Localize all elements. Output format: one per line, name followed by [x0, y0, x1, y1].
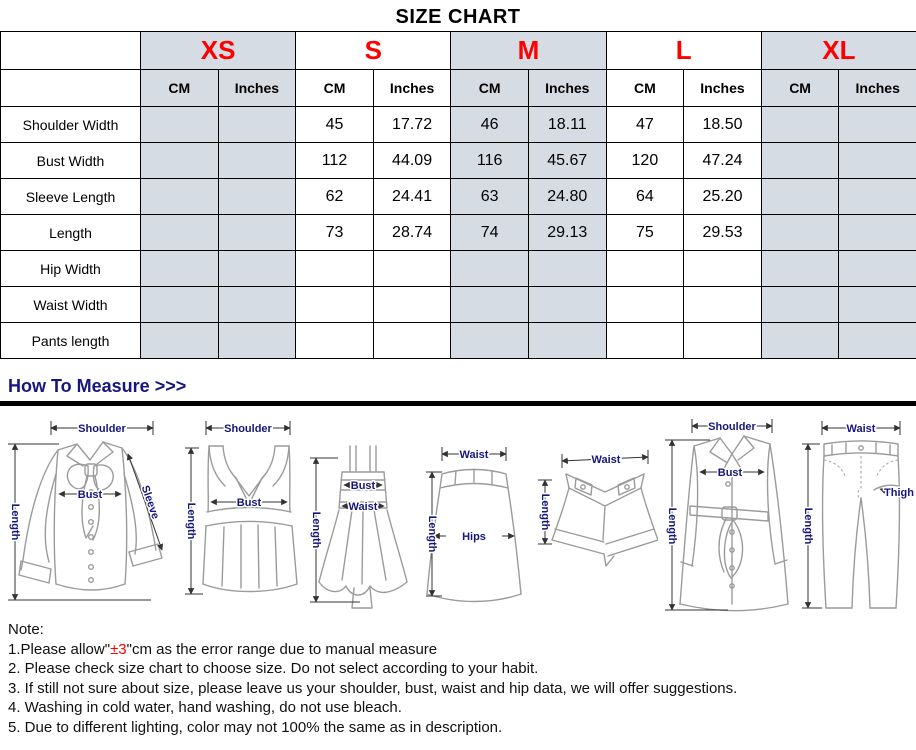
- cell: [606, 323, 684, 359]
- how-to-measure-heading: How To Measure >>>: [8, 376, 187, 396]
- cell: [528, 251, 606, 287]
- cell: [684, 251, 762, 287]
- cell: 24.41: [373, 179, 451, 215]
- cell: [141, 251, 219, 287]
- blouse-drawing: [19, 442, 162, 590]
- cell: [141, 323, 219, 359]
- blouse-length-label: Length: [9, 503, 21, 541]
- size-header-m: M: [451, 32, 606, 70]
- coat-drawing: [680, 436, 788, 611]
- unit-cell: Inches: [373, 70, 451, 107]
- skirt-hips-label: Hips: [462, 531, 486, 543]
- cell: [218, 179, 296, 215]
- pants-thigh-label: Thigh: [884, 487, 914, 499]
- note-1-text: 1.Please allow": [8, 640, 111, 658]
- row-label: Pants length: [1, 323, 141, 359]
- corner-cell: [1, 70, 141, 107]
- cell: 47.24: [684, 143, 762, 179]
- cell: [839, 215, 916, 251]
- pants-figure: [796, 414, 914, 614]
- unit-cell: Inches: [528, 70, 606, 107]
- row-label: Hip Width: [1, 251, 141, 287]
- cell: [839, 107, 916, 143]
- unit-cell: CM: [606, 70, 684, 107]
- cell: 73: [296, 215, 374, 251]
- size-header-s: S: [296, 32, 451, 70]
- row-label: Shoulder Width: [1, 107, 141, 143]
- shorts-waist-label: Waist: [591, 454, 621, 466]
- cell: 17.72: [373, 107, 451, 143]
- cell: [218, 323, 296, 359]
- pants-drawing: [823, 441, 900, 608]
- blouse-dimensions: [8, 421, 162, 600]
- table-row: [1, 287, 916, 323]
- cell: [141, 179, 219, 215]
- cell: 116: [451, 143, 529, 179]
- tank-top-figure: [179, 414, 304, 614]
- cell: [761, 179, 839, 215]
- cell: 24.80: [528, 179, 606, 215]
- cell: 47: [606, 107, 684, 143]
- pants-waist-label: Waist: [846, 423, 876, 435]
- row-label: Length: [1, 215, 141, 251]
- cell: [141, 107, 219, 143]
- blouse-sleeve-label: Sleeve: [138, 483, 162, 521]
- unit-cell: Inches: [684, 70, 762, 107]
- tank-bust-label: Bust: [236, 497, 262, 509]
- unit-cell: Inches: [839, 70, 916, 107]
- table-row: [1, 323, 916, 359]
- table-row: [1, 143, 916, 179]
- cell: [218, 215, 296, 251]
- cell: [141, 215, 219, 251]
- cell: [373, 287, 451, 323]
- cell: [218, 143, 296, 179]
- note-1-tolerance: ±3: [110, 640, 127, 658]
- cell: 75: [606, 215, 684, 251]
- notes-heading: Note:: [8, 621, 44, 638]
- cell: 29.13: [528, 215, 606, 251]
- shorts-dimensions: [538, 450, 648, 544]
- blouse-figure: [1, 414, 179, 614]
- cell: [296, 251, 374, 287]
- cell: 64: [606, 179, 684, 215]
- pants-length-label: Length: [802, 507, 814, 545]
- cell: 112: [296, 143, 374, 179]
- skirt-length-label: Length: [426, 515, 438, 553]
- cell: [528, 287, 606, 323]
- cell: [296, 287, 374, 323]
- row-label: Sleeve Length: [1, 179, 141, 215]
- cell: [761, 143, 839, 179]
- cell: 120: [606, 143, 684, 179]
- note-line-1: [8, 640, 916, 660]
- cell: [761, 215, 839, 251]
- cell: [606, 251, 684, 287]
- coat-length-label: Length: [666, 507, 678, 545]
- cell: [528, 323, 606, 359]
- unit-cell: Inches: [218, 70, 296, 107]
- cell: 62: [296, 179, 374, 215]
- cell: 44.09: [373, 143, 451, 179]
- shorts-drawing: [552, 474, 658, 566]
- cell: 45.67: [528, 143, 606, 179]
- dress-bust-label: Bust: [350, 480, 376, 492]
- cell: 46: [451, 107, 529, 143]
- cell: 29.53: [684, 215, 762, 251]
- row-label: Waist Width: [1, 287, 141, 323]
- dress-waist-label: Waist: [348, 501, 378, 513]
- cell: 45: [296, 107, 374, 143]
- note-line-4: 4. Washing in cold water, hand washing, do not use bleach.: [8, 699, 402, 716]
- cell: [839, 179, 916, 215]
- cell: [451, 323, 529, 359]
- cell: [684, 323, 762, 359]
- tank-length-label: Length: [185, 502, 197, 540]
- unit-cell: CM: [296, 70, 374, 107]
- cell: 18.50: [684, 107, 762, 143]
- cell: [451, 251, 529, 287]
- cell: [684, 287, 762, 323]
- skirt-waist-label: Waist: [459, 449, 489, 461]
- cell: [218, 287, 296, 323]
- measurement-figures: [0, 406, 916, 618]
- unit-cell: CM: [761, 70, 839, 107]
- cell: [839, 251, 916, 287]
- cell: [761, 251, 839, 287]
- note-line-2: 2. Please check size chart to choose size. Do not select according to your habit.: [8, 660, 539, 677]
- size-header-xs: XS: [141, 32, 296, 70]
- shorts-figure: [530, 414, 658, 614]
- dress-drawing: [319, 446, 407, 608]
- note-1-text-end: "cm as the error range due to manual measure: [126, 640, 438, 658]
- page-title: SIZE CHART: [395, 6, 521, 28]
- cell: [218, 107, 296, 143]
- cell: [373, 251, 451, 287]
- size-header-xl: XL: [761, 32, 916, 70]
- cell: [761, 107, 839, 143]
- unit-cell: CM: [141, 70, 219, 107]
- table-row: [1, 251, 916, 287]
- blouse-bust-label: Bust: [77, 489, 103, 501]
- dress-figure: [304, 414, 422, 614]
- cell: [141, 287, 219, 323]
- cell: [141, 143, 219, 179]
- coat-dimensions: [665, 419, 772, 610]
- table-row: [1, 215, 916, 251]
- coat-bust-label: Bust: [717, 467, 743, 479]
- cell: [373, 323, 451, 359]
- notes-section: [8, 620, 916, 737]
- unit-header-row: [1, 70, 916, 107]
- dress-length-label: Length: [310, 511, 322, 549]
- size-header-l: L: [606, 32, 761, 70]
- coat-shoulder-label: Shoulder: [708, 421, 756, 433]
- cell: [761, 323, 839, 359]
- tank-top-drawing: [203, 446, 297, 592]
- cell: 25.20: [684, 179, 762, 215]
- cell: 63: [451, 179, 529, 215]
- row-label: Bust Width: [1, 143, 141, 179]
- tank-shoulder-label: Shoulder: [224, 423, 272, 435]
- blouse-shoulder-label: Shoulder: [78, 423, 126, 435]
- cell: [606, 287, 684, 323]
- cell: [761, 287, 839, 323]
- cell: [839, 287, 916, 323]
- cell: [839, 143, 916, 179]
- cell: 18.11: [528, 107, 606, 143]
- unit-cell: CM: [451, 70, 529, 107]
- cell: [839, 323, 916, 359]
- cell: [451, 287, 529, 323]
- size-chart-table: [0, 31, 916, 359]
- cell: [218, 251, 296, 287]
- size-header-row: [1, 32, 916, 70]
- skirt-figure: [422, 414, 530, 614]
- cell: 74: [451, 215, 529, 251]
- note-line-3: 3. If still not sure about size, please leave us your shoulder, bust, waist and hip data, we will offer suggestions.: [8, 679, 738, 697]
- cell: [296, 323, 374, 359]
- corner-cell: [1, 32, 141, 70]
- note-line-5: 5. Due to different lighting, color may not 100% the same as in description.: [8, 718, 503, 736]
- shorts-length-label: Length: [539, 493, 551, 531]
- table-row: [1, 179, 916, 215]
- table-row: [1, 107, 916, 143]
- cell: 28.74: [373, 215, 451, 251]
- coat-figure: [658, 414, 796, 614]
